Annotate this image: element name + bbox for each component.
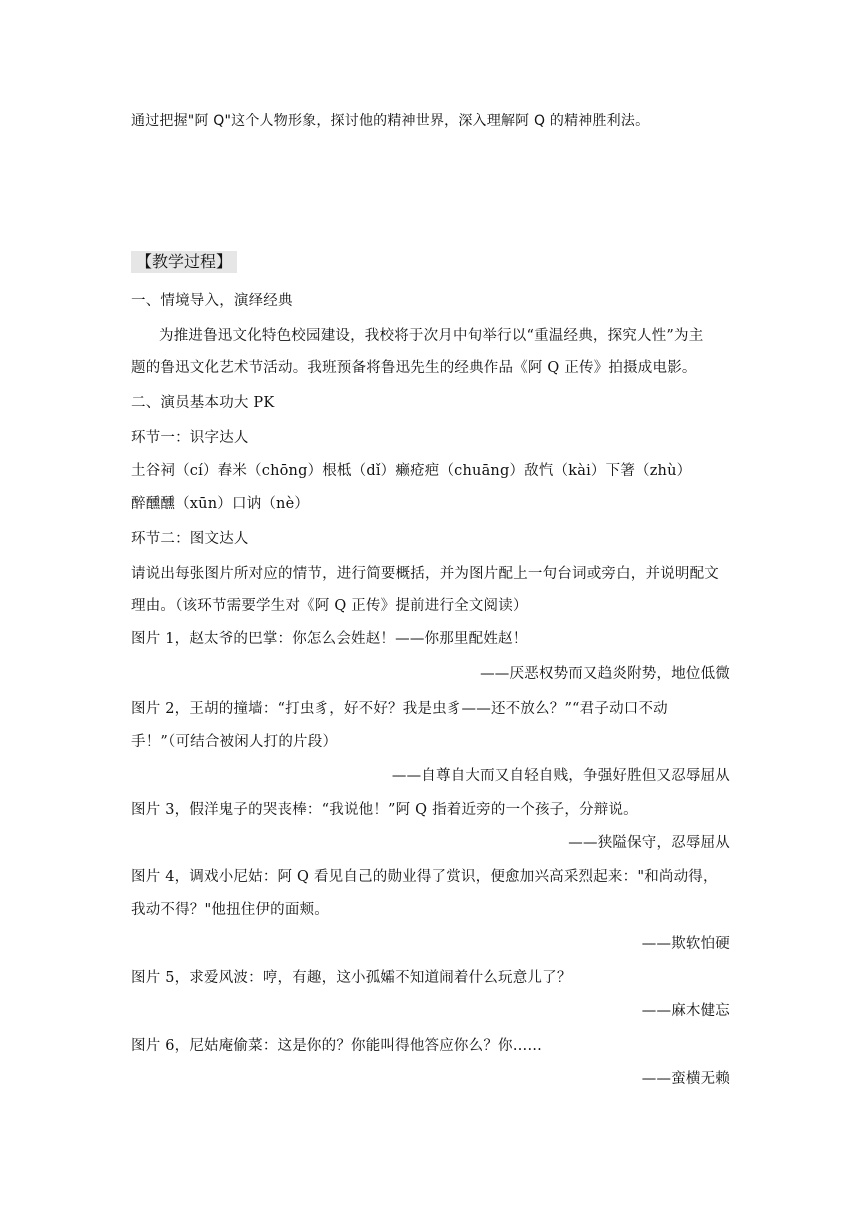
picture3-text: 图片 3，假洋鬼子的哭丧棒：“我说他！”阿 Q 指着近旁的一个孩子，分辩说。 (131, 802, 638, 818)
step2-description-line2: 理由。（该环节需要学生对《阿 Q 正传》提前进行全文阅读） (131, 598, 528, 614)
step2-description-line1: 请说出每张图片所对应的情节，进行简要概括，并为图片配上一句台词或旁白，并说明配文 (131, 566, 719, 582)
picture4-text-line2: 我动不得？"他扭住伊的面颊。 (131, 902, 329, 918)
picture4-note: ——欺软怕硬 (641, 936, 730, 952)
section1-title: 一、情境导入，演绎经典 (131, 293, 293, 309)
step1-words-line2: 醉醺醺（xūn）口讷（nè） (131, 496, 310, 512)
section1-paragraph-line2: 题的鲁迅文化艺术节活动。我班预备将鲁迅先生的经典作品《阿 Q 正传》拍摄成电影。 (131, 360, 697, 376)
picture1-note: ——厌恶权势而又趋炎附势，地位低微 (480, 666, 730, 682)
step2-title: 环节二：图文达人 (131, 531, 249, 547)
step1-words-line1: 土谷祠（cí）舂米（chōng）根柢（dǐ）癞疮疤（chuāng）敌忾（kài）下箸（zhù） (131, 463, 692, 479)
picture2-note: ——自尊自大而又自轻自贱，争强好胜但又忍辱屈从 (391, 768, 730, 784)
process-heading: 【教学过程】 (131, 251, 237, 273)
teaching-objective: 通过把握"阿 Q"这个人物形象，探讨他的精神世界，深入理解阿 Q 的精神胜利法。 (131, 113, 650, 129)
section2-title: 二、演员基本功大 PK (131, 395, 275, 411)
picture3-note: ——狭隘保守，忍辱屈从 (568, 835, 730, 851)
picture6-note: ——蛮横无赖 (641, 1071, 730, 1087)
picture5-note: ——麻木健忘 (641, 1003, 730, 1019)
step1-title: 环节一：识字达人 (131, 430, 249, 446)
picture4-text-line1: 图片 4，调戏小尼姑：阿 Q 看见自己的勋业得了赏识，便愈加兴高采烈起来："和尚动得， (131, 869, 718, 885)
section1-paragraph-line1: 为推进鲁迅文化特色校园建设，我校将于次月中旬举行以“重温经典，探究人性”为主 (159, 328, 704, 344)
picture5-text: 图片 5，求爱风波：哼，有趣，这小孤孀不知道闹着什么玩意儿了？ (131, 970, 572, 986)
picture6-text: 图片 6，尼姑庵偷菜：这是你的？你能叫得他答应你么？你…… (131, 1038, 543, 1054)
picture2-text-line2: 手！”（可结合被闲人打的片段） (131, 734, 338, 750)
picture2-text-line1: 图片 2，王胡的撞墙：“打虫豸，好不好？我是虫豸——还不放么？”“君子动口不动 (131, 701, 668, 717)
picture1-text: 图片 1，赵太爷的巴掌：你怎么会姓赵！——你那里配姓赵！ (131, 631, 528, 647)
